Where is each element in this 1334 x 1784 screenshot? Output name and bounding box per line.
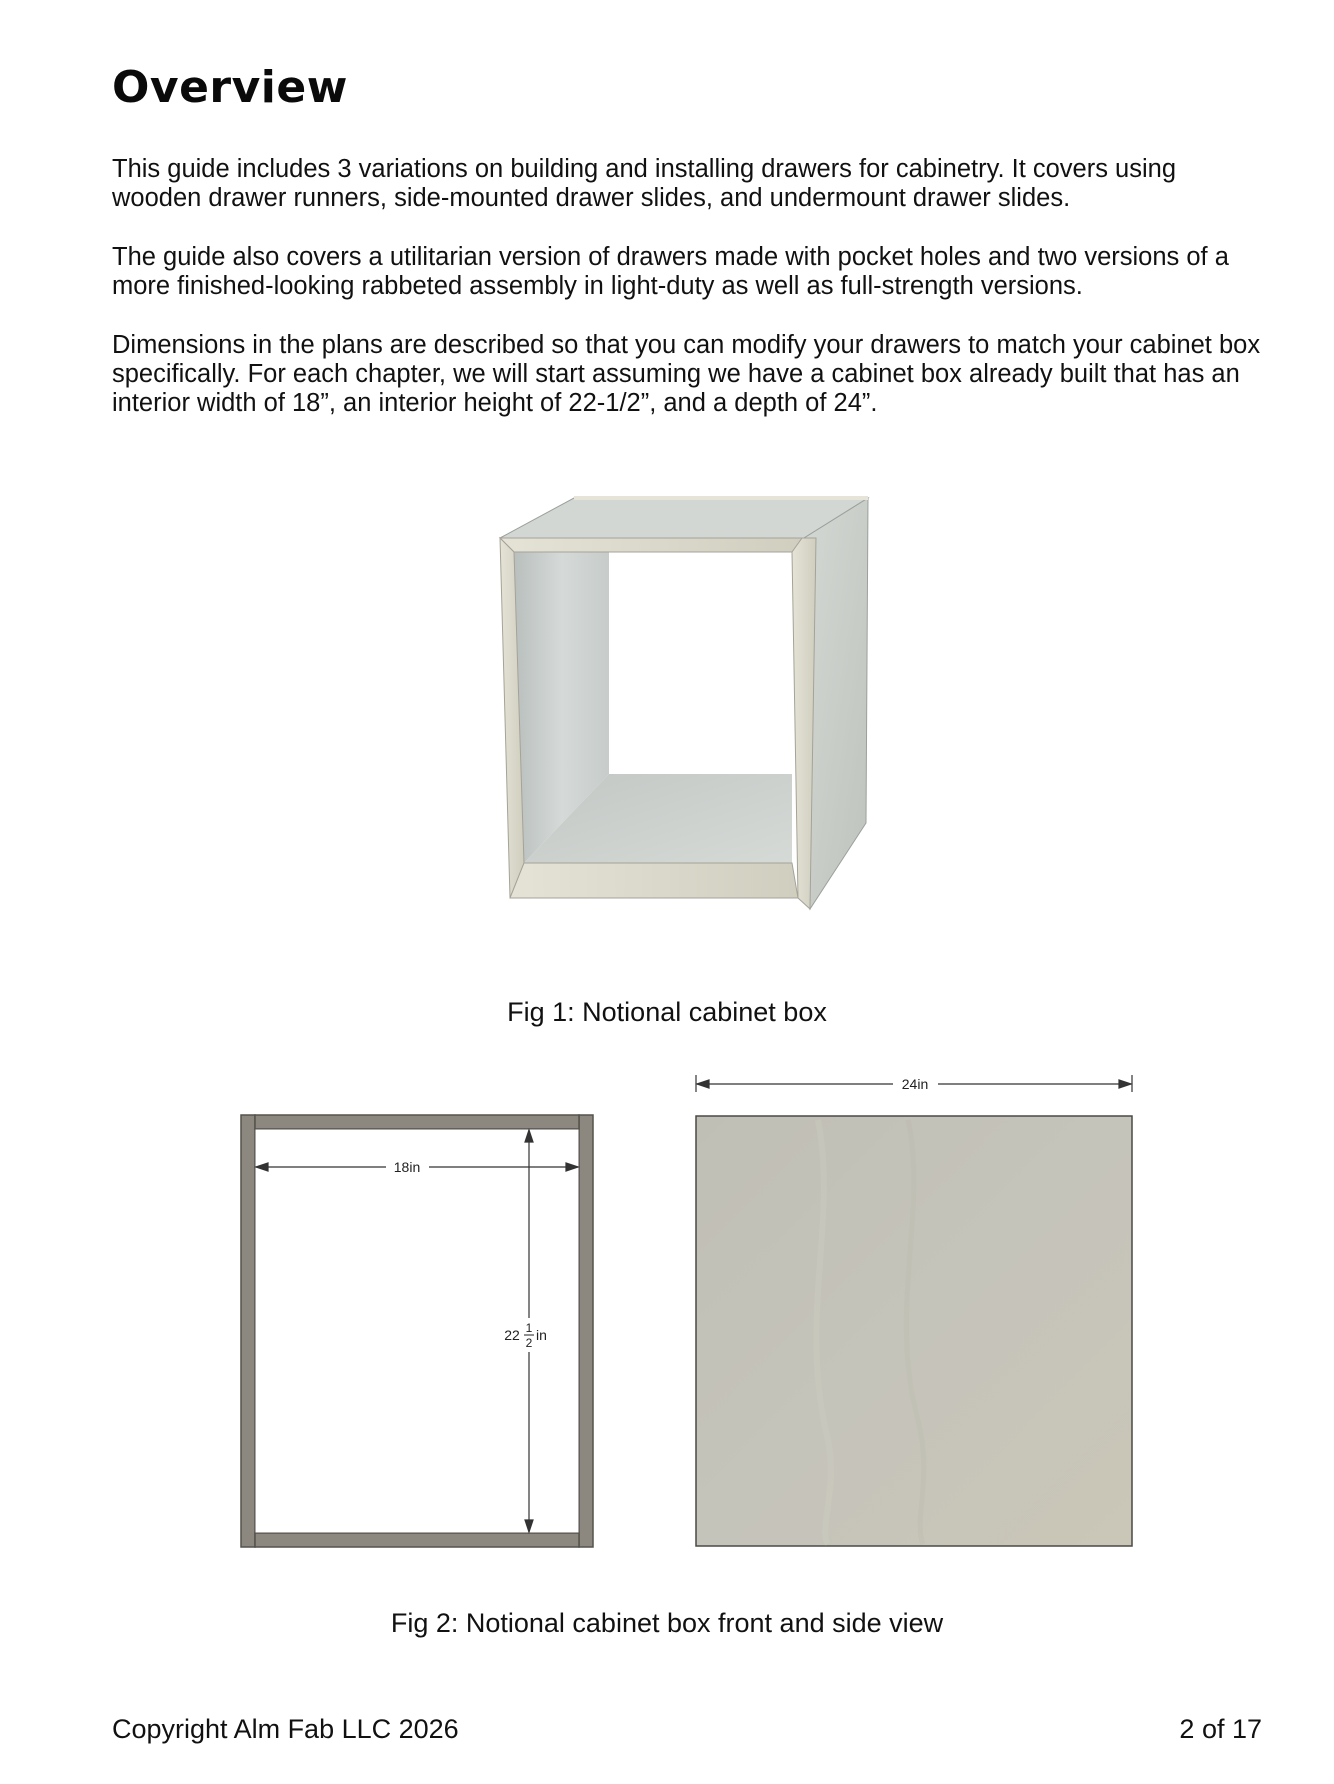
- front-top-panel: [255, 1115, 579, 1129]
- depth-dimension-label: 24in: [901, 1076, 929, 1092]
- height-dimension-unit: in: [536, 1327, 547, 1343]
- height-dimension-numerator: 1: [525, 1321, 533, 1335]
- cabinet-front-top-edge: [500, 538, 804, 552]
- cabinet-front-view-figure: [236, 1110, 606, 1560]
- dimensions-paragraph: Dimensions in the plans are described so that you can modify your drawers to match your cabinet box specifically. For each chapter, we will start assuming we have a cabinet box already built that has an interior width of 18”, an interior height of 22-1/2”, and a depth of 24”.: [112, 331, 1261, 417]
- cabinet-back-opening: [609, 552, 792, 774]
- front-right-side: [579, 1115, 593, 1547]
- page-number: 2 of 17: [1179, 1714, 1262, 1744]
- copyright-footer: Copyright Alm Fab LLC 2026: [112, 1714, 459, 1744]
- height-dimension-denominator: 2: [525, 1336, 533, 1350]
- cabinet-side-view-figure: [688, 1060, 1148, 1560]
- cabinet-box-isometric-figure: [480, 478, 880, 928]
- scope-paragraph: The guide also covers a utilitarian version of drawers made with pocket holes and two versions of a more finished-looking rabbeted assembly in light-duty as well as full-strength versions.: [112, 243, 1229, 300]
- front-bottom-panel: [255, 1533, 579, 1547]
- width-dimension-label: 18in: [393, 1159, 421, 1175]
- height-dimension-whole: 22: [504, 1327, 520, 1343]
- cabinet-front-bottom-edge: [510, 863, 798, 898]
- page-title: Overview: [112, 62, 348, 113]
- fig1-caption: Fig 1: Notional cabinet box: [507, 997, 827, 1027]
- front-left-side: [241, 1115, 255, 1547]
- fig2-caption: Fig 2: Notional cabinet box front and side view: [390, 1608, 944, 1638]
- intro-paragraph: This guide includes 3 variations on building and installing drawers for cabinetry. It covers using wooden drawer runners, side-mounted drawer slides, and undermount drawer slides.: [112, 155, 1177, 212]
